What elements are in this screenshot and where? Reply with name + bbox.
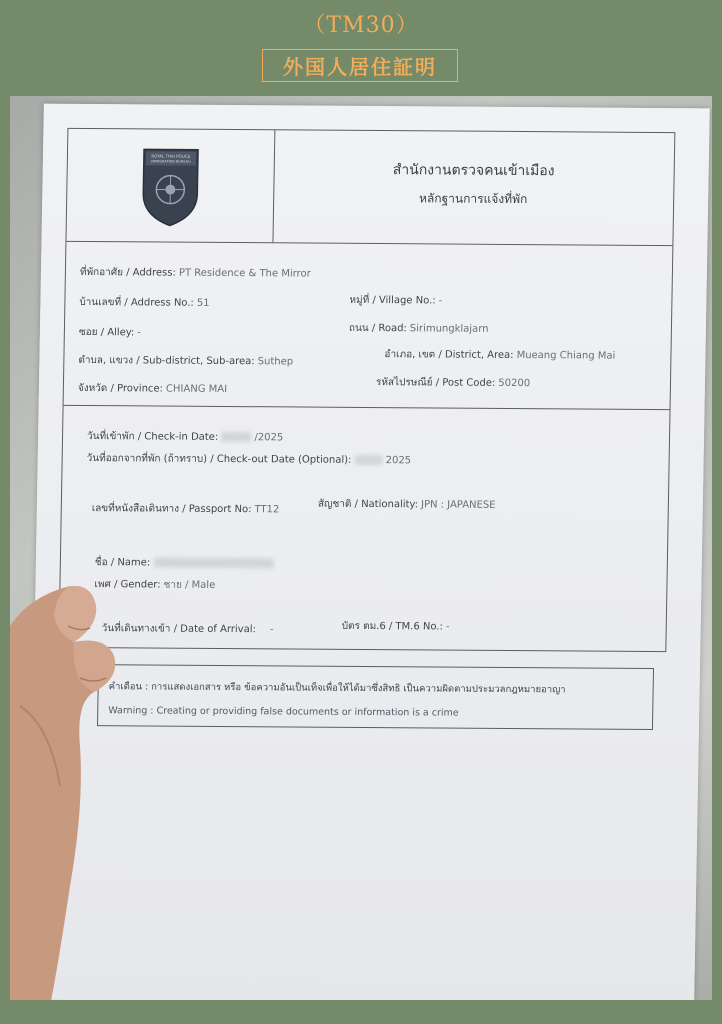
province-label: จังหวัด / Province: bbox=[77, 382, 164, 395]
check-in-field bbox=[87, 429, 283, 445]
gender-value: ชาย / Male bbox=[163, 579, 216, 591]
check-in-redaction bbox=[221, 432, 251, 442]
check-out-redaction bbox=[355, 455, 383, 465]
tm6-field bbox=[342, 619, 450, 635]
passport-label: เลขที่หนังสือเดินทาง / Passport No: bbox=[91, 503, 252, 516]
address-no-value: 51 bbox=[196, 297, 210, 309]
warning-english: Warning : Creating or providing false documents or information is a crime bbox=[108, 705, 459, 719]
address-no-label: บ้านเลขที่ / Address No.: bbox=[79, 296, 194, 309]
sub-district-value: Suthep bbox=[257, 356, 294, 368]
road-value: Sirimungklajarn bbox=[409, 323, 489, 335]
tm30-paper bbox=[28, 104, 710, 1000]
arrival-label: วันที่เดินทางเข้า / Date of Arrival: bbox=[101, 623, 257, 636]
district-field bbox=[384, 347, 615, 364]
tm30-form bbox=[58, 128, 675, 652]
address-no-field bbox=[79, 295, 209, 311]
warning-thai: คำเตือน : การแสดงเอกสาร หรือ ข้อความอันเป็นเท็จเพื่อให้ได้มาซึ่งสิทธิ เป็นความผิดตามประมวลกฎหมายอาญา bbox=[108, 681, 566, 696]
name-label: ชื่อ / Name: bbox=[94, 557, 151, 569]
province-value: CHIANG MAI bbox=[165, 383, 228, 395]
alley-label: ซอย / Alley: bbox=[78, 326, 135, 339]
sub-district-label: ตำบล, แขวง / Sub-district, Sub-area: bbox=[78, 354, 255, 368]
nationality-label: สัญชาติ / Nationality: bbox=[317, 498, 419, 511]
hand-image bbox=[10, 586, 130, 1000]
post-code-value: 50200 bbox=[498, 377, 531, 390]
district-label: อำเภอ, เขต / District, Area: bbox=[384, 349, 514, 361]
sub-district-field bbox=[78, 353, 293, 369]
warning-box bbox=[97, 664, 654, 730]
name-field bbox=[95, 555, 274, 571]
header-divider bbox=[272, 130, 275, 242]
village-no-label: หมู่ที่ / Village No.: bbox=[349, 294, 436, 307]
check-in-label: วันที่เข้าพัก / Check-in Date: bbox=[86, 431, 219, 443]
village-no-value: - bbox=[438, 295, 443, 307]
arrival-value: - bbox=[269, 624, 274, 636]
address-field bbox=[80, 265, 311, 282]
office-title: สำนักงานตรวจคนเข้าเมือง bbox=[392, 162, 555, 180]
police-badge-icon bbox=[139, 143, 202, 227]
name-redaction bbox=[153, 557, 273, 568]
residence-certificate-title: 外国人居住証明 bbox=[262, 49, 458, 82]
tm6-value: - bbox=[445, 621, 450, 633]
badge-mid-text: IMMIGRATION BUREAU bbox=[151, 159, 191, 164]
document-title: หลักฐานการแจ้งที่พัก bbox=[418, 191, 528, 207]
alley-field bbox=[79, 325, 141, 340]
check-out-value: 2025 bbox=[385, 455, 412, 467]
passport-field bbox=[92, 501, 280, 517]
check-in-value: /2025 bbox=[254, 432, 284, 444]
post-code-label: รหัสไปรษณีย์ / Post Code: bbox=[375, 377, 496, 389]
gender-label: เพศ / Gender: bbox=[94, 579, 161, 591]
post-code-field bbox=[376, 375, 530, 391]
district-value: Mueang Chiang Mai bbox=[516, 350, 616, 362]
address-bottom-line bbox=[64, 405, 670, 410]
document-photo bbox=[10, 96, 712, 1000]
nationality-field bbox=[318, 497, 496, 513]
road-field bbox=[349, 321, 489, 337]
village-no-field bbox=[349, 293, 442, 309]
alley-value: - bbox=[137, 327, 142, 339]
badge-top-text: ROYAL THAI POLICE bbox=[151, 153, 191, 159]
road-label: ถนน / Road: bbox=[348, 322, 407, 335]
address-label: ที่พักอาศัย / Address: bbox=[79, 266, 176, 279]
province-field bbox=[78, 381, 227, 397]
check-out-label: วันที่ออกจากที่พัก (ถ้าทราบ) / Check-out Date (Optional): bbox=[86, 453, 352, 466]
tm6-label: บัตร ตม.6 / TM.6 No.: bbox=[341, 620, 443, 633]
check-out-field bbox=[87, 451, 412, 468]
address-value: PT Residence & The Mirror bbox=[178, 267, 311, 280]
header-bottom-line bbox=[66, 241, 672, 246]
nationality-value: JPN : JAPANESE bbox=[420, 499, 496, 511]
tm30-heading: （TM30） bbox=[303, 13, 419, 38]
passport-value: TT12 bbox=[254, 504, 280, 516]
